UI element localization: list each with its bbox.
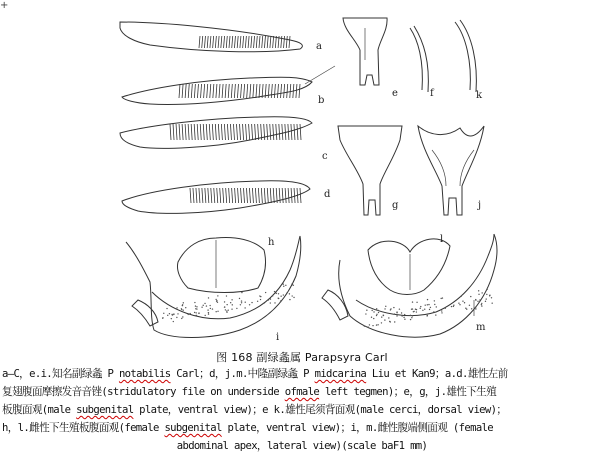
panel-a-tegmen-file (120, 22, 322, 52)
panel-label-h: h (268, 237, 275, 248)
panel-d-tegmen-file (122, 181, 331, 214)
panel-c-tegmen-file (120, 117, 328, 162)
panel-label-f: f (430, 88, 434, 99)
panel-label-k: k (476, 90, 483, 101)
caption-line3-segment: 板腹面观(male (2, 404, 77, 416)
caption-line1-segment: notabilis (118, 368, 171, 380)
caption-line-2 (2, 383, 602, 401)
caption-line-3 (2, 401, 602, 419)
panel-k-cercus (455, 20, 483, 101)
caption-line1-segment: Liu et Kan9；a.d.雄性左前 (366, 368, 508, 380)
panel-label-j: j (478, 200, 482, 211)
panel-label-i: i (276, 332, 280, 343)
caption-line4-segment: subgenital (164, 422, 222, 434)
panel-f-cercus (410, 26, 435, 99)
caption-line4-segment: plate，ventral view)；i，m.雌性腹端侧面观 (female (221, 422, 494, 434)
panel-label-e: e (392, 88, 398, 99)
panel-i-female-abdominal-apex (126, 236, 301, 343)
panel-b-tegmen-file (122, 66, 335, 106)
caption-line3-segment: subgenital (76, 404, 134, 416)
panel-label-m: m (476, 322, 486, 333)
caption-line1-segment: midcarina (314, 368, 367, 380)
panel-label-g: g (392, 200, 399, 211)
panel-m-female-abdominal-apex (322, 234, 497, 337)
caption-line2-segment: ofmale (284, 386, 320, 398)
panel-e-subgenital-plate (343, 18, 398, 99)
figure-title: 图 168 副绿螽属 Parapsyra Carl (216, 351, 388, 364)
corner-mark: + (0, 0, 9, 11)
panel-label-c: c (322, 151, 328, 162)
caption-line1-segment: a–C，e.i.知名副绿螽 P (2, 368, 119, 380)
caption-line1-segment: Carl；d，j.m.中隆副绿螽 P (170, 368, 315, 380)
panel-h-female-subgenital-plate (177, 237, 275, 293)
caption-line-1 (2, 365, 602, 383)
panel-g-subgenital-plate (338, 126, 402, 215)
panel-label-l: l (440, 234, 444, 245)
panel-j-subgenital-plate (418, 126, 484, 215)
caption-line4-segment: h，l.雌性下生殖板腹面观(female (2, 422, 165, 434)
caption-line3-segment: plate，ventral view)；e k.雄性尾须背面观(male cerci，dorsal view)； (133, 404, 507, 416)
panel-l-female-subgenital-plate (368, 234, 450, 295)
panel-label-b: b (318, 95, 325, 106)
panel-label-d: d (324, 189, 331, 200)
caption-line2-segment: left tegmen)；e，g，j.雄性下生殖 (319, 386, 497, 398)
panel-label-a: a (316, 41, 322, 52)
caption-line-4 (2, 419, 602, 437)
caption-line-5: abdominal apex，lateral view)(scale baF1 mm) (176, 440, 428, 452)
caption-line2-segment: 复翅腹面摩擦发音音锉(stridulatory file on underside (2, 386, 285, 398)
